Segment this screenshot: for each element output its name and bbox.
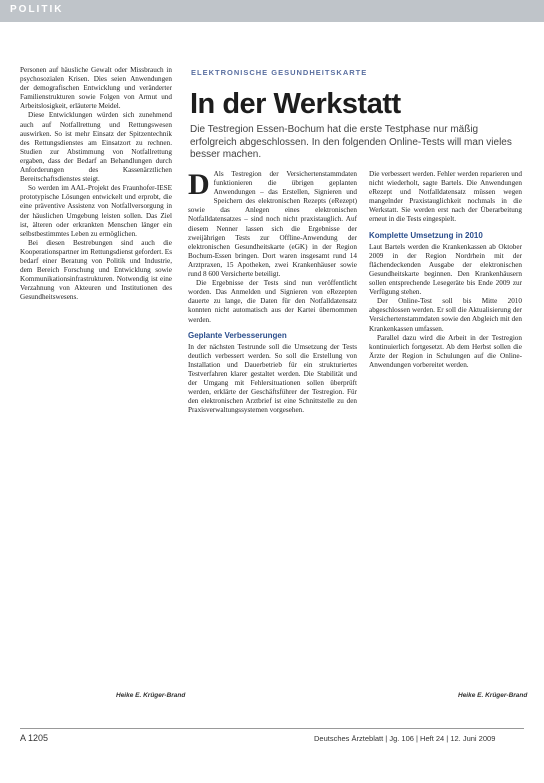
article-kicker: ELEKTRONISCHE GESUNDHEITSKARTE [191, 68, 368, 77]
page-number: A 1205 [20, 733, 49, 743]
paragraph: Personen auf häusliche Gewalt oder Missbrauch in psychosozialen Krisen. Dies seien Anwendungen der demografischen Entwicklung und veränderter Familienstrukturen sowie Folgen von Armut und Arbeitslosigkeit, erläuterte Meidel. [20, 66, 172, 111]
article-deck: Die Testregion Essen-Bochum hat die erste Testphase nur mäßig erfolgreich abgeschlossen. In den folgenden Online-Tests will man vieles besser machen. [190, 124, 512, 160]
publication-citation: Deutsches Ärzteblatt | Jg. 106 | Heft 24 | 12. Juni 2009 [314, 734, 496, 743]
footer-divider [20, 728, 524, 729]
subheading: Geplante Verbesserungen [188, 330, 287, 340]
section-header-bar [0, 0, 544, 22]
right-column [369, 170, 522, 683]
paragraph: Die verbessert werden. Fehler werden reparieren und nicht wiederholt, sagte Bartels. Die Anwendungen eRezept und Notfalldatensatz müssen wegen mangelnder Praxistauglichkeit nochmals in die Werkstatt. Sie werden erst nach der Überarbeitung erneut in die Tests eingespielt. [369, 170, 522, 224]
middle-column [188, 170, 357, 683]
section-label: POLITIK [10, 4, 64, 15]
paragraph: Diese Entwicklungen würden sich zunehmend auch auf Notfallrettung und Rettungswesen auswirken. So ist mehr Einsatz der Spitzentechnik des Rettungsdienstes am Einsatzort zu rechnen. Studien zur Abstimmung von Notfallrettung ergaben, dass der Bedarf an Behandlungen durch Anforderungen des Kassenärztlichen Bereitschaftsdienstes steigt. [20, 111, 172, 184]
article-headline: In der Werkstatt [190, 88, 401, 120]
paragraph: Laut Bartels werden die Krankenkassen ab Oktober 2009 in der Region Nordrhein mit der flächendeckenden Ausgabe der elektronischen Gesundheitskarte beginnen. Den Krankenhäusern sollen entsprechende Lesegeräte bis Ende 2009 zur Verfügung stehen. [369, 242, 522, 297]
author-byline: Heike E. Krüger-Brand [116, 692, 186, 699]
paragraph: D Als Testregion der Versichertenstammdaten funktionieren die übrigen geplanten Anwendungen – das Erstellen, Signieren und Speichern des elektronischen Rezepts (eRezept) sowie das Anlegen eines elektronischen Notfalldatensatzes – sind noch nicht praxistauglich. Auf diesem Nenner lassen sich die Ergebnisse der zweijährigen Tests zur Offline-Anwendung der elektronischen Gesundheitskarte (eGK) in der Region Bochum-Essen bringen. Dort waren insgesamt rund 14 Arztpraxen, 15 Apotheken, zwei Krankenhäuser sowie rund 8 600 Versicherte beteiligt. [188, 170, 357, 279]
author-byline: Heike E. Krüger-Brand [458, 692, 528, 699]
paragraph: So werden im AAL-Projekt des Fraunhofer-IESE prototypische Lösungen entwickelt und erprobt, die eine präventive Assistenz von Notfallversorgung in der häuslichen Umgebung leisten sollen. Das Ziel ist, älteren oder erkrankten Menschen länger ein selbstbestimmtes Leben zu ermöglichen. [20, 184, 172, 238]
left-column [20, 66, 172, 684]
paragraph: Parallel dazu wird die Arbeit in der Testregion kontinuierlich fortgesetzt. Ab dem Herbst sollen die Ärzte der Region in Schulungen auf die Online-Anwendungen vorbereitet werden. [369, 333, 522, 369]
drop-cap: D [188, 170, 210, 201]
paragraph: Der Online-Test soll bis Mitte 2010 abgeschlossen werden. Er soll die Aktualisierung der Versichertenstammdaten sowie den Abgleich mit den Krankenkassen umfassen. [369, 297, 522, 333]
paragraph: Die Ergebnisse der Tests sind nun veröffentlicht worden. Das Anmelden und Signieren von eRezepten dauerte zu lange, die Daten für den Notfalldatensatz konnten nicht automatisch aus der Kartei übernommen werden. [188, 279, 357, 324]
subheading: Komplette Umsetzung in 2010 [369, 230, 483, 240]
paragraph: Bei diesen Bestrebungen sind auch die Kooperationspartner im Rettungsdienst gefordert. Es bedarf einer Beratung von Politik und Industrie, dem Bereich Forschung und Entwicklung sowie Kommunikationsinfrastrukturen. Notwendig ist eine Verzahnung von Akteuren und Institutionen des Gesundheitswesens. [20, 238, 172, 302]
paragraph: In der nächsten Testrunde soll die Umsetzung der Tests deutlich verbessert werden. So soll die Erstellung von Installation und Dauerbetrieb für ein strukturiertes Testverfahren klarer gestaltet werden. Die Stabilität und der Umgang mit Fehlersituationen sollen überprüft werden, erklärte der Geschäftsführer der Testregion. Für den elektronischen Arztbrief ist eine Schnittstelle zu den Praxisverwaltungssystemen vorgesehen. [188, 342, 357, 415]
